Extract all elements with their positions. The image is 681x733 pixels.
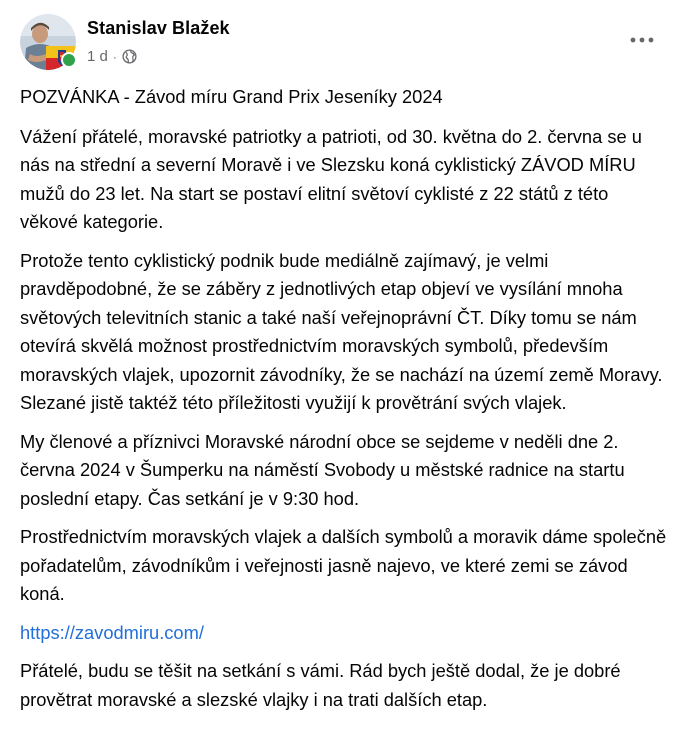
post-paragraph: Vážení přátelé, moravské patriotky a patrioti, od 30. května do 2. června se u nás na střední a severní Moravě i ve Slezsku koná cyklistický ZÁVOD MÍRU mužů do 23 let. Na start se postaví elitní světoví cyklisté z 22 států z této věkové kategorie. — [20, 125, 642, 232]
post-link-paragraph — [20, 619, 668, 648]
post-content — [20, 83, 668, 724]
post-closing: Přátelé, budu se těšit na setkání s vámi. Rád bych ještě dodal, že je dobré provětrat moravské a slezské vlajky i na trati dalších etap. — [20, 660, 621, 710]
post-header — [20, 14, 661, 72]
post-paragraph: Prostřednictvím moravských vlajek a dalších symbolů a moravik dáme společně pořadatelům, závodníkům i veřejnosti jasně najevo, ve které zemi se závod koná. — [20, 526, 667, 604]
post-paragraph: My členové a příznivci Moravské národní obce se sejdeme v neděli dne 2. června 2024 v Šumperku na náměstí Svobody u městské radnice na startu poslední etapy. Čas setkání je v 9:30 hod. — [20, 430, 625, 509]
author-avatar[interactable] — [20, 14, 76, 70]
post-meta — [87, 48, 137, 65]
meta-separator: · — [112, 49, 117, 64]
post-title: POZVÁNKA - Závod míru Grand Prix Jeseníky 2024 — [20, 86, 443, 107]
external-link[interactable]: https://zavodmiru.com/ — [20, 621, 204, 643]
author-name[interactable]: Stanislav Blažek — [87, 18, 230, 38]
more-options-button[interactable] — [627, 28, 657, 52]
online-status-dot — [61, 52, 77, 68]
globe-icon[interactable] — [122, 49, 137, 64]
post-time[interactable]: 1 d — [87, 48, 108, 65]
post-paragraph: Protože tento cyklistický podnik bude mediálně zajímavý, je velmi pravděpodobné, že se záběry z jednotlivých etap objeví ve vysílání mnoha světových televitních stanic a také naší veřejnoprávní ČT. Díky tomu se nám otevírá skvělá možnost prostřednictvím moravských symbolů, především moravských vlajek, upozornit závodníky, že se nachází na území země Moravy. Slezané jistě taktéž této příležitosti využijí k provětrání svých vlajek. — [20, 249, 663, 413]
more-options-icon — [630, 37, 654, 43]
